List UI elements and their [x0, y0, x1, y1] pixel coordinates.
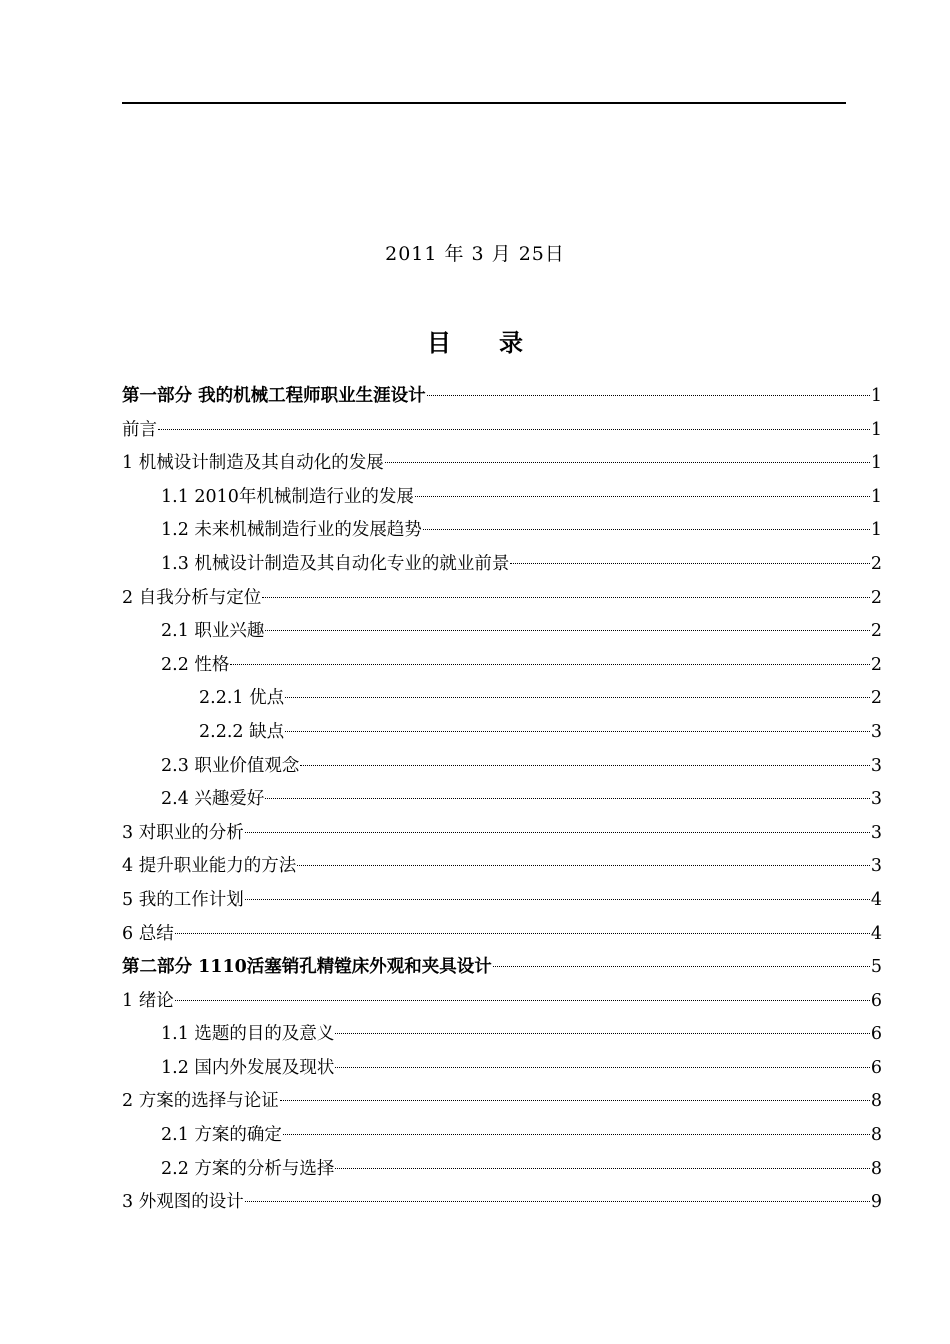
- toc-leader-dots: [297, 865, 870, 866]
- toc-entry-page: 8: [870, 1091, 882, 1112]
- toc-entry[interactable]: [122, 615, 882, 649]
- toc-entry-page: 3: [870, 755, 882, 776]
- toc-entry-label: 1.1 选题的目的及意义: [161, 1024, 335, 1045]
- toc-entry-page: 4: [870, 923, 882, 944]
- toc-entry-page: 2: [870, 688, 882, 709]
- toc-entry[interactable]: [122, 1186, 882, 1220]
- toc-entry-label: 第二部分 1110活塞销孔精镗床外观和夹具设计: [122, 957, 492, 978]
- toc-entry-page: 2: [870, 553, 882, 574]
- toc-entry-page: 6: [870, 1057, 882, 1078]
- toc-entry-page: 6: [870, 990, 882, 1011]
- toc-leader-dots: [285, 731, 870, 732]
- toc-entry-label: 2.2.2 缺点: [199, 721, 285, 742]
- toc-entry-label: 1.3 机械设计制造及其自动化专业的就业前景: [161, 553, 510, 574]
- document-date: 2011 年 3 月 25日: [385, 243, 565, 265]
- toc-entry[interactable]: [122, 884, 882, 918]
- toc-entry-page: 1: [870, 486, 882, 507]
- toc-entry-label: 3 对职业的分析: [122, 822, 244, 843]
- toc-entry-page: 2: [870, 621, 882, 642]
- toc-entry-label: 4 提升职业能力的方法: [122, 856, 297, 877]
- toc-entry-label: 前言: [122, 419, 157, 440]
- toc-leader-dots: [415, 496, 870, 497]
- toc-entry[interactable]: [122, 380, 882, 414]
- toc-entry-page: 2: [870, 587, 882, 608]
- toc-leader-dots: [158, 429, 870, 430]
- toc-leader-dots: [230, 664, 869, 665]
- toc-leader-dots: [385, 462, 870, 463]
- toc-entry-label: 2.3 职业价值观念: [161, 755, 300, 776]
- toc-leader-dots: [175, 1000, 870, 1001]
- toc-entry[interactable]: [122, 850, 882, 884]
- toc-leader-dots: [427, 395, 870, 396]
- toc-entry[interactable]: [122, 481, 882, 515]
- toc-leader-dots: [280, 1100, 870, 1101]
- toc-entry-label: 1.2 国内外发展及现状: [161, 1057, 335, 1078]
- header-rule: [122, 102, 846, 104]
- toc-entry[interactable]: [122, 1052, 882, 1086]
- toc-title: 目 录: [427, 329, 523, 357]
- toc-entry-page: 4: [870, 889, 882, 910]
- toc-entry[interactable]: [122, 750, 882, 784]
- toc-entry-page: 3: [870, 789, 882, 810]
- toc-leader-dots: [285, 697, 870, 698]
- toc-entry[interactable]: [122, 514, 882, 548]
- toc-entry-page: 8: [870, 1158, 882, 1179]
- toc-entry-label: 2.2 性格: [161, 654, 230, 675]
- toc-entry[interactable]: [122, 918, 882, 952]
- toc-leader-dots: [245, 832, 870, 833]
- toc-leader-dots: [335, 1033, 869, 1034]
- toc-entry[interactable]: [122, 951, 882, 985]
- toc-entry-page: 5: [870, 957, 882, 978]
- toc-leader-dots: [300, 765, 869, 766]
- toc-entry-page: 1: [870, 520, 882, 541]
- toc-leader-dots: [262, 597, 870, 598]
- toc-entry[interactable]: [122, 783, 882, 817]
- toc-entry[interactable]: [122, 716, 882, 750]
- toc-entry-label: 1 机械设计制造及其自动化的发展: [122, 453, 384, 474]
- toc-entry-label: 2 方案的选择与论证: [122, 1091, 279, 1112]
- toc-entry-label: 1.2 未来机械制造行业的发展趋势: [161, 520, 422, 541]
- toc-leader-dots: [335, 1067, 869, 1068]
- toc-entry-page: 1: [870, 453, 882, 474]
- toc-entry[interactable]: [122, 817, 882, 851]
- toc-entry[interactable]: [122, 1018, 882, 1052]
- toc-entry[interactable]: [122, 649, 882, 683]
- toc-leader-dots: [423, 529, 870, 530]
- toc-leader-dots: [265, 630, 869, 631]
- toc-leader-dots: [335, 1168, 869, 1169]
- toc-entry-label: 3 外观图的设计: [122, 1192, 244, 1213]
- toc-entry-label: 5 我的工作计划: [122, 889, 244, 910]
- toc-entry-label: 1.1 2010年机械制造行业的发展: [161, 486, 414, 507]
- toc-entry[interactable]: [122, 582, 882, 616]
- toc-entry-label: 6 总结: [122, 923, 174, 944]
- toc-entry-label: 2.1 方案的确定: [161, 1125, 282, 1146]
- toc-entry[interactable]: [122, 414, 882, 448]
- toc-entry-label: 2 自我分析与定位: [122, 587, 262, 608]
- toc-entry-label: 2.4 兴趣爱好: [161, 789, 265, 810]
- toc-entry-page: 6: [870, 1024, 882, 1045]
- toc-entry[interactable]: [122, 985, 882, 1019]
- toc-entry[interactable]: [122, 1085, 882, 1119]
- toc-entry[interactable]: [122, 447, 882, 481]
- toc-entry-page: 1: [870, 419, 882, 440]
- toc-leader-dots: [265, 798, 869, 799]
- toc-entry-page: 2: [870, 654, 882, 675]
- toc-entry-label: 2.2 方案的分析与选择: [161, 1158, 335, 1179]
- toc-leader-dots: [493, 966, 870, 967]
- toc-entry-page: 3: [870, 856, 882, 877]
- toc-leader-dots: [245, 899, 870, 900]
- toc-entry-label: 2.2.1 优点: [199, 688, 285, 709]
- toc-entry[interactable]: [122, 682, 882, 716]
- table-of-contents: [122, 380, 882, 1220]
- toc-leader-dots: [245, 1201, 870, 1202]
- toc-leader-dots: [510, 563, 869, 564]
- toc-entry-page: 8: [870, 1125, 882, 1146]
- toc-entry-label: 2.1 职业兴趣: [161, 621, 265, 642]
- toc-entry-page: 1: [870, 386, 882, 406]
- toc-entry[interactable]: [122, 1119, 882, 1153]
- toc-leader-dots: [283, 1134, 870, 1135]
- toc-leader-dots: [175, 933, 870, 934]
- toc-entry[interactable]: [122, 1153, 882, 1187]
- toc-entry-page: 3: [870, 721, 882, 742]
- toc-entry[interactable]: [122, 548, 882, 582]
- toc-entry-label: 1 绪论: [122, 990, 174, 1011]
- toc-entry-page: 3: [870, 822, 882, 843]
- toc-entry-page: 9: [870, 1192, 882, 1213]
- toc-entry-label: 第一部分 我的机械工程师职业生涯设计: [122, 386, 426, 406]
